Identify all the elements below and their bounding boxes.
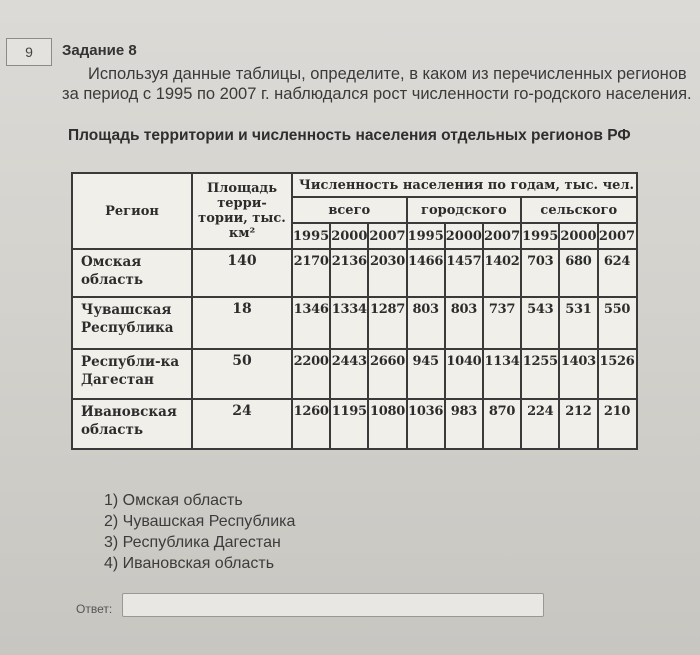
table-cell: 531: [559, 297, 597, 349]
region-name: Чувашская Республика: [72, 297, 192, 349]
table-row: [72, 297, 637, 349]
option-3: 3) Республика Дагестан: [104, 534, 281, 551]
table-cell: 2030: [368, 249, 406, 297]
header-year: 1995: [292, 223, 330, 249]
table-cell: 983: [445, 399, 483, 449]
option-2: 2) Чувашская Республика: [104, 513, 296, 530]
table-cell: 2170: [292, 249, 330, 297]
header-year: 2000: [559, 223, 597, 249]
table-cell: 1466: [407, 249, 445, 297]
region-area: 24: [192, 399, 292, 449]
table-cell: 803: [407, 297, 445, 349]
header-year: 2007: [483, 223, 521, 249]
table-cell: 1402: [483, 249, 521, 297]
header-group-rural: сельского: [521, 197, 636, 223]
table-row: [72, 399, 637, 449]
table-cell: 1080: [368, 399, 406, 449]
table-cell: 2200: [292, 349, 330, 399]
table-title: Площадь территории и численность населения отдельных регионов РФ: [68, 127, 631, 144]
header-area: Площадь терри-тории, тыс. км²: [192, 173, 292, 249]
table-cell: 1346: [292, 297, 330, 349]
table-cell: 550: [598, 297, 637, 349]
option-4: 4) Ивановская область: [104, 555, 275, 572]
table-cell: 1526: [598, 349, 637, 399]
table-cell: 703: [521, 249, 559, 297]
table-cell: 2660: [368, 349, 406, 399]
region-area: 18: [192, 297, 292, 349]
table-cell: 224: [521, 399, 559, 449]
region-name: Ивановская область: [72, 399, 192, 449]
table-cell: 1457: [445, 249, 483, 297]
table-cell: 1134: [483, 349, 521, 399]
table-cell: 1287: [368, 297, 406, 349]
region-name: Республи-ка Дагестан: [72, 349, 192, 399]
answer-options: [104, 490, 295, 574]
answer-input[interactable]: [122, 593, 544, 617]
question-number: 9: [6, 38, 52, 66]
table-row: [72, 349, 637, 399]
table-cell: 737: [483, 297, 521, 349]
population-table: [71, 172, 638, 450]
table-cell: 2443: [330, 349, 368, 399]
table-cell: 945: [407, 349, 445, 399]
option-1: 1) Омская область: [104, 492, 243, 509]
header-region: Регион: [72, 173, 192, 249]
table-cell: 1040: [445, 349, 483, 399]
task-title: Задание 8: [62, 42, 137, 59]
table-cell: 1255: [521, 349, 559, 399]
table-cell: 543: [521, 297, 559, 349]
table-cell: 1260: [292, 399, 330, 449]
table-cell: 870: [483, 399, 521, 449]
header-year: 1995: [521, 223, 559, 249]
region-area: 50: [192, 349, 292, 399]
table-row: [72, 249, 637, 297]
header-year: 2000: [445, 223, 483, 249]
table-cell: 1036: [407, 399, 445, 449]
table-cell: 1334: [330, 297, 368, 349]
task-text: Используя данные таблицы, определите, в каком из перечисленных регионов за период с 1995 по 2007 г. наблюдался рост численности го-родского населения.: [62, 65, 692, 103]
table-cell: 212: [559, 399, 597, 449]
header-population: Численность населения по годам, тыс. чел.: [292, 173, 637, 197]
region-area: 140: [192, 249, 292, 297]
table-cell: 624: [598, 249, 637, 297]
header-year: 2007: [368, 223, 406, 249]
table-cell: 210: [598, 399, 637, 449]
header-group-urban: городского: [407, 197, 522, 223]
header-year: 2000: [330, 223, 368, 249]
header-year: 2007: [598, 223, 637, 249]
region-name: Омская область: [72, 249, 192, 297]
table-cell: 803: [445, 297, 483, 349]
table-cell: 1403: [559, 349, 597, 399]
header-year: 1995: [407, 223, 445, 249]
table-cell: 1195: [330, 399, 368, 449]
header-group-total: всего: [292, 197, 407, 223]
table-cell: 2136: [330, 249, 368, 297]
answer-label: Ответ:: [76, 602, 113, 616]
table-cell: 680: [559, 249, 597, 297]
